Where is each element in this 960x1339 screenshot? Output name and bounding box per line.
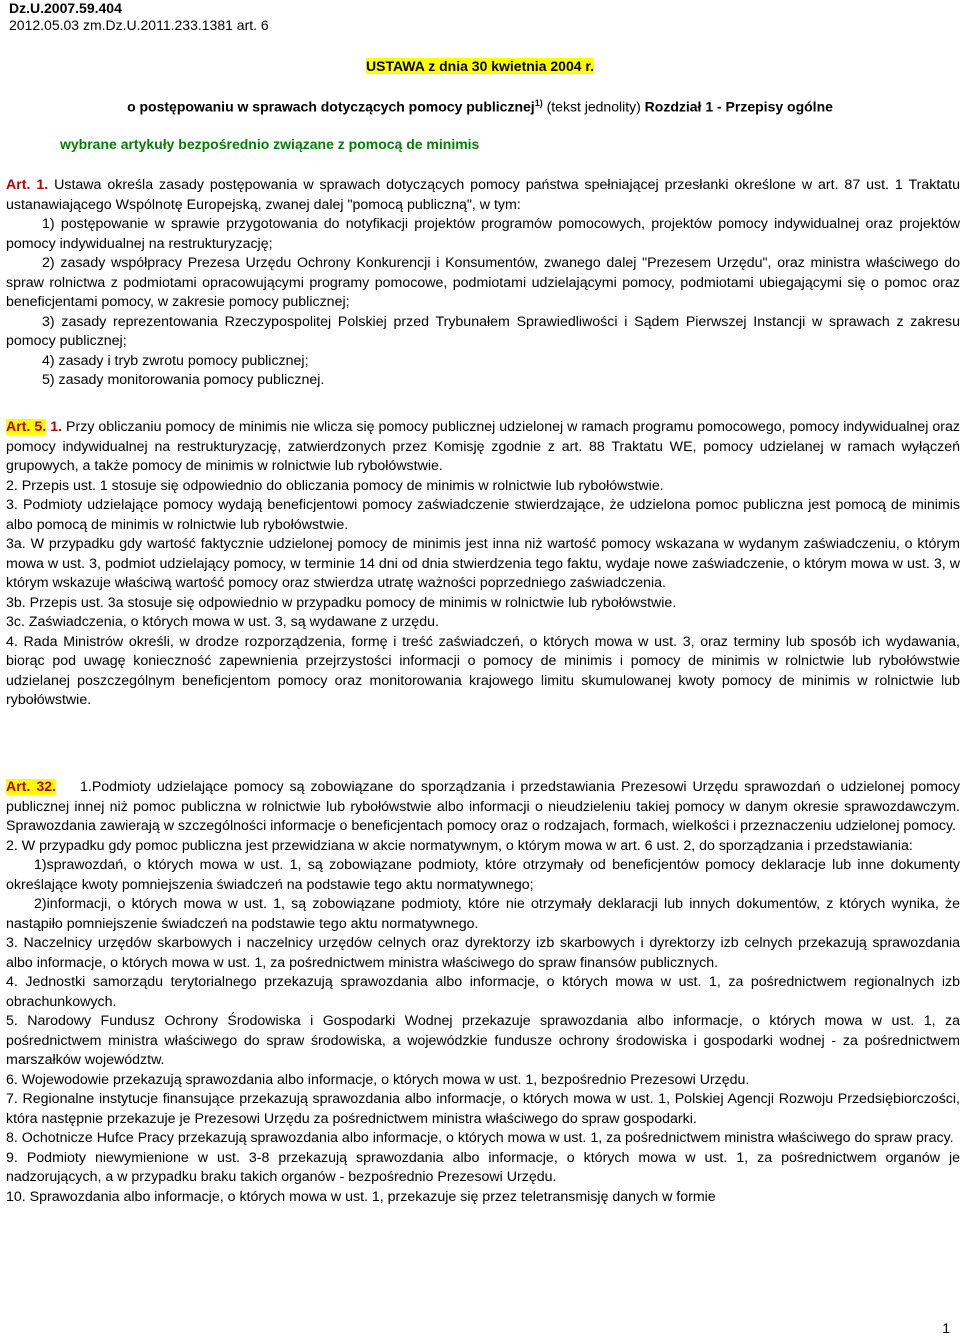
article-5-par-1: [6, 418, 960, 477]
paragraph: 3c. Zaświadczenia, o których mowa w ust. 3, są wydawane z urzędu.: [6, 614, 439, 630]
page-number: 1: [942, 1320, 950, 1336]
subtitle-part3: Rozdział 1 - Przepisy ogólne: [644, 98, 833, 115]
list-item: 3) zasady reprezentowania Rzeczypospolitej Polskiej przed Trybunałem Sprawiedliwości i Sądem Pierwszej Instancji w sprawach z zakresu pomocy publicznej;: [6, 313, 960, 349]
list-item: 5) zasady monitorowania pomocy publicznej.: [42, 372, 325, 388]
article-32-text: 1.Podmioty udzielające pomocy są zobowiązane do sporządzania i przedstawiania Prezesowi Urzędu sprawozdań o udzielonej pomocy publicznej innej niż pomoc publiczna w rolnictwie lub rybołówstwie albo informacji o nieudzieleniu takiej pomocy w danym okresie sprawozdawczym. Sprawozdania zawierają w szczególności informacje o beneficjentach pomocy oraz o rodzajach, formach, wielkości i przeznaczeniu udzielonej pomocy.: [6, 779, 960, 834]
article-1-text: Ustawa określa zasady postępowania w sprawach dotyczących pomocy państwa spełniającej przesłanki określone w art. 87 ust. 1 Traktatu ustanawiającego Wspólnotę Europejską, zwanej dalej "pomocą publiczną", w tym:: [6, 177, 960, 213]
paragraph: 8. Ochotnicze Hufce Pracy przekazują sprawozdania albo informacje, o których mowa w ust. 1, za pośrednictwem ministra właściwego do spraw pracy.: [6, 1130, 954, 1146]
article-5-label: Art. 5.: [6, 419, 47, 435]
paragraph: 9. Podmioty niewymienione w ust. 3-8 przekazują sprawozdania albo informacje, o których mowa w ust. 1, za pośrednictwem organów je nadzorujących, a w przypadku braku takich organów - bezpośrednio Prezesowi Urzędu.: [6, 1149, 960, 1185]
paragraph: 2. Przepis ust. 1 stosuje się odpowiednio do obliczania pomocy de minimis w rolnictwie lub rybołówstwie.: [6, 477, 664, 494]
act-subtitle: [0, 94, 960, 116]
article-5-text: Przy obliczaniu pomocy de minimis nie wlicza się pomocy publicznej udzielonej w ramach programu pomocowego, pomocy indywidualnej oraz pomocy indywidualnej na restrukturyzację, zatwierdzonych przez Komisję zgodnie z art. 88 Traktatu WE, pomocy udzielanej w ramach wyłączeń grupowych, a także pomocy de minimis w rolnictwie lub rybołówstwie.: [6, 419, 960, 474]
selection-note: wybrane artykuły bezpośrednio związane z pomocą de minimis: [60, 136, 480, 152]
article-32: [6, 778, 960, 1207]
paragraph: 1)sprawozdań, o których mowa w ust. 1, są zobowiązane podmioty, które otrzymały od beneficjentów pomocy deklaracje lub inne dokumenty określające kwoty pomniejszenia świadczeń na podstawie tego aktu normatywnego;: [6, 857, 960, 893]
paragraph: 4. Rada Ministrów określi, w drodze rozporządzenia, formę i treść zaświadczeń, o których mowa w ust. 3, oraz terminy lub sposób ich wydawania, biorąc pod uwagę konieczność zapewnienia przejrzystości informacji o pomocy de minimis i pomocy de minimis w rolnictwie lub rybołówstwie udzielanej poszczególnym beneficjentom pomocy oraz monitorowania krajowego limitu skumulowanej kwoty pomocy de minimis w rolnictwie lub rybołówstwie.: [6, 633, 960, 708]
article-5-num: 1.: [46, 419, 63, 435]
article-1: [6, 176, 960, 391]
paragraph: 3. Podmioty udzielające pomocy wydają beneficjentowi pomocy zaświadczenie stwierdzające, że udzielona pomoc publiczna jest pomocą de minimis albo pomocą de minimis w rolnictwie lub rybołówstwie.: [6, 497, 960, 533]
article-32-label: Art. 32.: [6, 779, 57, 795]
paragraph: 3b. Przepis ust. 3a stosuje się odpowiednio w przypadku pomocy de minimis w rolnictwie lub rybołówstwie.: [6, 594, 677, 611]
amendment-reference: 2012.05.03 zm.Dz.U.2011.233.1381 art. 6: [9, 17, 269, 33]
paragraph: 3a. W przypadku gdy wartość faktycznie udzielonej pomocy de minimis jest inna niż wartość pomocy wskazana w wydanym zaświadczeniu, o którym mowa w ust. 3, podmiot udzielający pomocy, w terminie 14 dni od dnia stwierdzenia tego faktu, wydaje nowe zaświadczenie, o którym mowa w ust. 3, w którym wskazuje właściwą wartość pomocy oraz stwierdza utratę ważności poprzedniego zaświadczenia.: [6, 536, 960, 591]
list-item: 2) zasady współpracy Prezesa Urzędu Ochrony Konkurencji i Konsumentów, zwanego dalej "Prezesem Urzędu", oraz ministra właściwego do spraw rolnictwa z podmiotami opracowującymi programy pomocowe, podmiotami udzielającymi pomocy, podmiotami ubiegającymi się o pomoc oraz beneficjentami pomocy, w zakresie pomocy publicznej;: [6, 255, 960, 310]
article-5: [6, 418, 960, 711]
subtitle-part2: (tekst jednolity): [542, 98, 645, 115]
article-32-par-1: [6, 778, 960, 837]
subtitle-part1: o postępowaniu w sprawach dotyczących pomocy publicznej: [127, 98, 535, 115]
article-1-label: Art. 1.: [6, 177, 49, 193]
paragraph: 2)informacji, o których mowa w ust. 1, są zobowiązane podmioty, które nie otrzymały deklaracji lub innych dokumentów, z których wynika, że nastąpiło pomniejszenie świadczeń na podstawie tego aktu normatywnego.: [6, 896, 960, 932]
article-1-intro: [6, 176, 960, 215]
act-title-text: USTAWA z dnia 30 kwietnia 2004 r.: [366, 58, 594, 74]
journal-reference: Dz.U.2007.59.404: [9, 0, 122, 16]
paragraph: 5. Narodowy Fundusz Ochrony Środowiska i Gospodarki Wodnej przekazuje sprawozdania albo informacje, o których mowa w ust. 1, za pośrednictwem ministra właściwego do spraw środowiska, a wojewódzkie fundusze ochrony środowiska i gospodarki wodnej - za pośrednictwem marszałków województw.: [6, 1013, 960, 1068]
paragraph: 7. Regionalne instytucje finansujące przekazują sprawozdania albo informacje, o których mowa w ust. 1, Polskiej Agencji Rozwoju Przedsiębiorczości, która następnie przekazuje je Prezesowi Urzędu za pośrednictwem ministra właściwego do spraw gospodarki.: [6, 1091, 960, 1127]
footnote-marker: 1): [534, 98, 543, 108]
paragraph: 4. Jednostki samorządu terytorialnego przekazują sprawozdania albo informacje, o których mowa w ust. 1, za pośrednictwem regionalnych izb obrachunkowych.: [6, 974, 960, 1010]
act-title: [0, 57, 960, 75]
list-item: 1) postępowanie w sprawie przygotowania do notyfikacji projektów programów pomocowych, projektów pomocy indywidualnej oraz projektów pomocy indywidualnej na restrukturyzację;: [6, 216, 960, 252]
list-item: 4) zasady i tryb zwrotu pomocy publicznej;: [42, 352, 309, 369]
paragraph: 3. Naczelnicy urzędów skarbowych i naczelnicy urzędów celnych oraz dyrektorzy izb skarbowych i dyrektorzy izb celnych przekazują sprawozdania albo informacje, o których mowa w ust. 1, za pośrednictwem ministra właściwego do spraw finansów publicznych.: [6, 935, 960, 971]
paragraph: 6. Wojewodowie przekazują sprawozdania albo informacje, o których mowa w ust. 1, bezpośrednio Prezesowi Urzędu.: [6, 1071, 750, 1088]
paragraph: 10. Sprawozdania albo informacje, o których mowa w ust. 1, przekazuje się przez teletransmisję danych w formie: [6, 1188, 716, 1205]
paragraph: 2. W przypadku gdy pomoc publiczna jest przewidziana w akcie normatywnym, o którym mowa w art. 6 ust. 2, do sporządzania i przedstawiania:: [6, 837, 913, 854]
